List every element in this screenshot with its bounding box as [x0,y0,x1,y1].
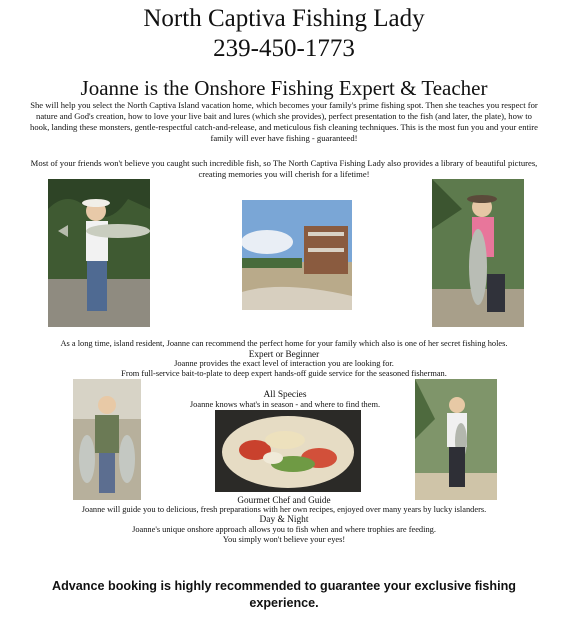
page-title: North Captiva Fishing Lady [143,5,425,32]
booking-note: Advance booking is highly recommended to guarantee your exclusive fishing experience. [52,579,516,610]
expert-line-2: From full-service bait-to-plate to deep expert hands-off guide service for the seasoned fisherman. [121,369,447,378]
photo-snook-catch [48,179,150,327]
resident-text: As a long time, island resident, Joanne can recommend the perfect home for your family which also is one of her secret fishing holes. [60,339,508,348]
day-night-heading: Day & Night [259,515,309,525]
photo-two-fish [73,379,141,500]
intro-paragraph-2: Most of your friends won't believe you caught such incredible fish, so The North Captiva Fishing Lady also provides a library of beautiful pictures, creating memories you will cherish for a lifetime! [30,158,538,179]
photo-gourmet-dish [215,410,361,492]
day-night-text-2: You simply won't believe your eyes! [222,535,346,544]
phone-number[interactable]: 239-450-1773 [213,35,355,62]
species-heading: All Species [263,390,307,400]
expert-line-1: Joanne provides the exact level of interaction you are looking for. [174,359,394,368]
photo-island-house [242,200,352,310]
chef-text: Joanne will guide you to delicious, fresh preparations with her own recipes, enjoyed over many years by lucky islanders. [81,505,487,514]
photo-fish-catch-small [415,379,497,500]
headline: Joanne is the Onshore Fishing Expert & Teacher [80,76,488,100]
chef-heading: Gourmet Chef and Guide [237,495,331,505]
intro-paragraph: She will help you select the North Captiva Island vacation home, which becomes your family's prime fishing spot. Then she teaches you respect for nature and God's creation, how to love your live bait and lures (which she provides), perfect presentation to the fish (and later, the plate), how to hook, landing these monsters, gentle-respectful catch-and-release, and meticulous fish cleaning techniques. This is the most fun you and your entire family will ever have fishing - guaranteed! [30,100,538,143]
day-night-text-1: Joanne's unique onshore approach allows you to fish when and where trophies are feeding. [132,525,436,534]
expert-heading: Expert or Beginner [248,349,320,359]
species-text: Joanne knows what's in season - and where to find them. [189,400,381,409]
photo-fish-catch-right [432,179,524,327]
